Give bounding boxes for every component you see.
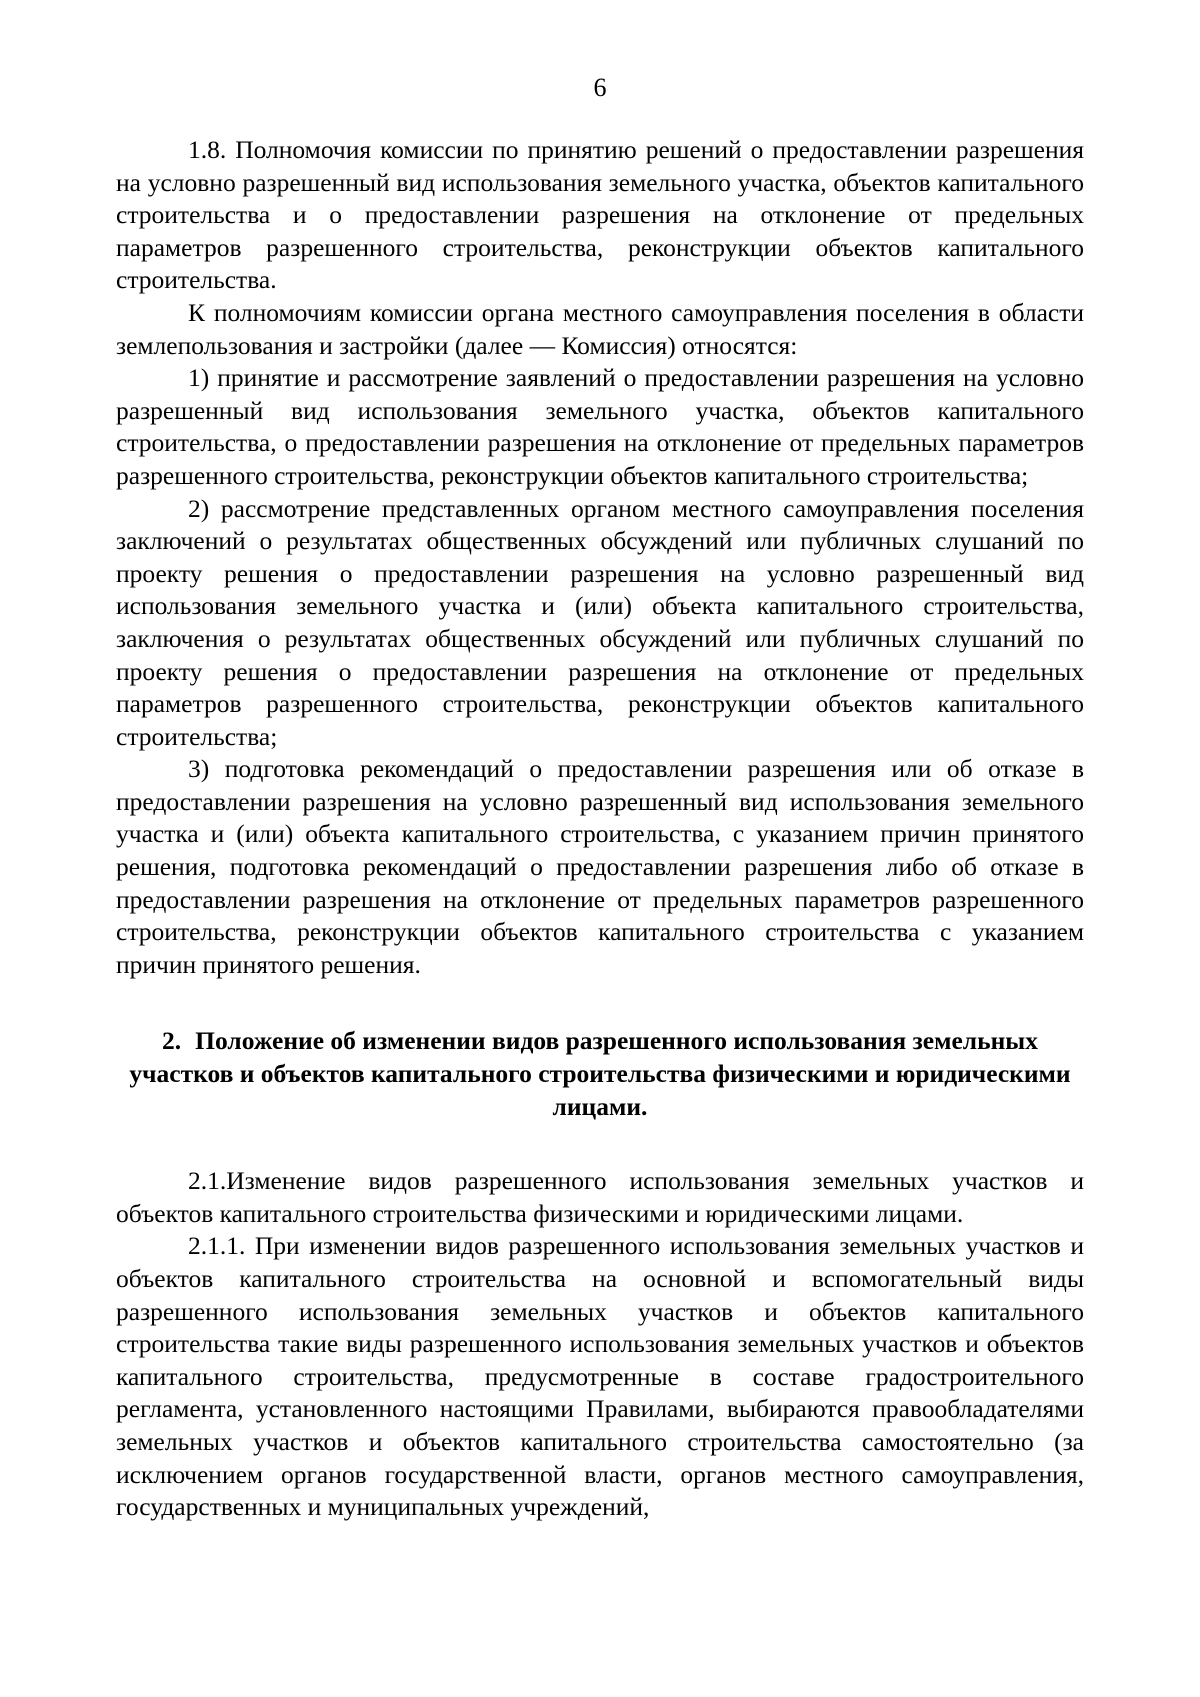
paragraph-2-1: 2.1.Изменение видов разрешенного использования земельных участков и объектов капитального строительства физическими и юридическими лицами. [116, 1166, 1084, 1228]
document-body [116, 134, 1084, 1524]
section-2-number: 2. [162, 1026, 182, 1056]
section-2-heading [116, 1025, 1084, 1123]
page-number: 6 [593, 73, 607, 102]
list-item-2: 2) рассмотрение представленных органом местного самоуправления поселения заключений о результатах общественных обсуждений или публичных слушаний по проекту решения о предоставлении разрешения на условно разрешенный вид использования земельного участка и (или) объекта капитального строительства, заключения о результатах общественных обсуждений или публичных слушаний по проекту решения о предоставлении разрешения на отклонение от предельных параметров разрешенного строительства, реконструкции объектов капитального строительства; [116, 493, 1084, 751]
list-item-3: 3) подготовка рекомендаций о предоставлении разрешения или об отказе в предоставлении разрешения на условно разрешенный вид использования земельного участка и (или) объекта капитального строительства, с указанием причин принятого решения, подготовка рекомендаций о предоставлении разрешения либо об отказе в предоставлении разрешения на отклонение от предельных параметров разрешенного строительства, реконструкции объектов капитального строительства с указанием причин принятого решения. [116, 754, 1084, 979]
paragraph-2-1-1: 2.1.1. При изменении видов разрешенного использования земельных участков и объектов капитального строительства на основной и вспомогательный виды разрешенного использования земельных участков и объектов капитального строительства такие виды разрешенного использования земельных участков и объектов капитального строительства, предусмотренные в составе градостроительного регламента, установленного настоящими Правилами, выбираются правообладателями земельных участков и объектов капитального строительства самостоятельно (за исключением органов государственной власти, органов местного самоуправления, государственных и муниципальных учреждений, [116, 1231, 1084, 1522]
section-2-title: Положение об изменении видов разрешенного использования земельных участков и объектов капитального строительства физическими и юридическими лицами. [129, 1026, 1071, 1121]
paragraph-commission-powers: К полномочиям комиссии органа местного самоуправления поселения в области землепользования и застройки (далее — Комиссия) относятся: [116, 297, 1084, 360]
paragraph-1-8: 1.8. Полномочия комиссии по принятию решений о предоставлении разрешения на условно разрешенный вид использования земельного участка, объектов капитального строительства и о предоставлении разрешения на отклонение от предельных параметров разрешенного строительства, реконструкции объектов капитального строительства. [116, 135, 1084, 295]
list-item-1: 1) принятие и рассмотрение заявлений о предоставлении разрешения на условно разрешенный вид использования земельного участка, объектов капитального строительства, о предоставлении разрешения на отклонение от предельных параметров разрешенного строительства, реконструкции объектов капитального строительства; [116, 363, 1084, 490]
